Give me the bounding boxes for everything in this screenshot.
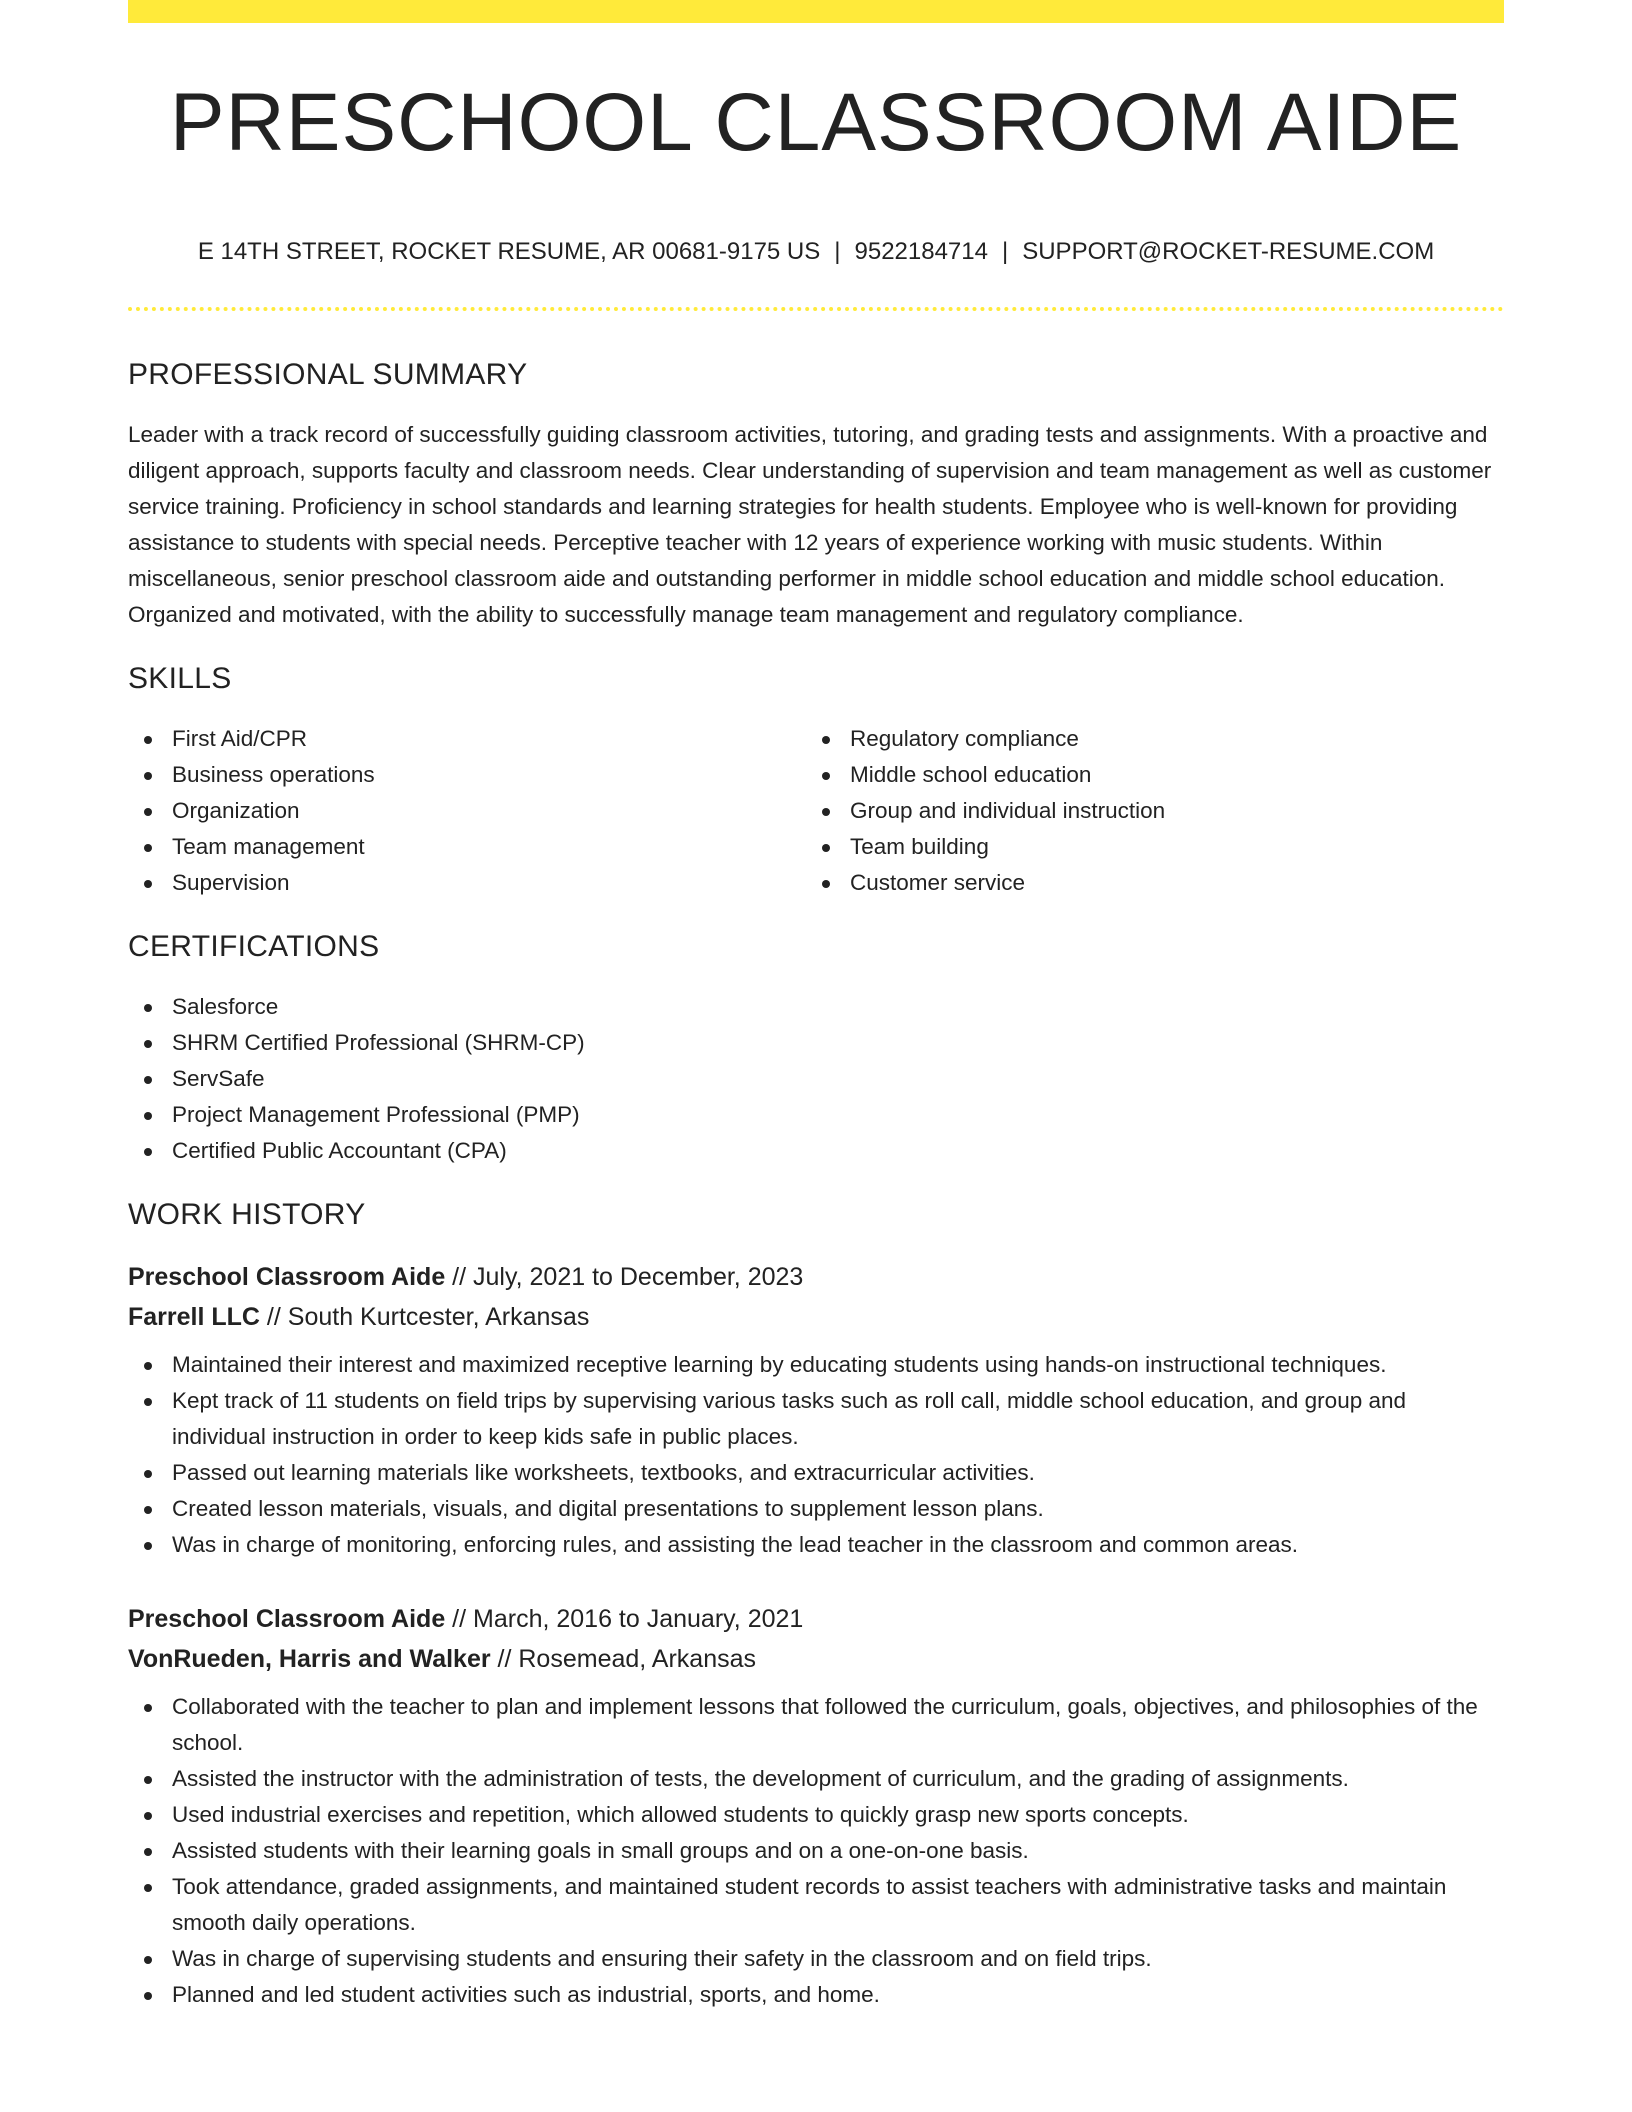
certifications-section [128, 927, 1504, 1169]
bullet-dot [144, 1040, 152, 1048]
skill-label: Group and individual instruction [850, 798, 1166, 823]
contact-email: SUPPORT@ROCKET-RESUME.COM [1022, 238, 1435, 265]
job-duty-text: Collaborated with the teacher to plan and implement lessons that followed the curriculum, goals, objectives, and philosophies of the school. [172, 1694, 1478, 1755]
resume-content [128, 355, 1504, 2049]
job-duty-item [128, 1941, 1504, 1977]
skill-label: First Aid/CPR [172, 726, 308, 751]
bullet-dot [144, 880, 152, 888]
job-duty-item [128, 1689, 1504, 1761]
job-duty-text: Maintained their interest and maximized receptive learning by educating students using hands-on instructional techniques. [172, 1352, 1387, 1377]
bullet-dot [822, 808, 830, 816]
skill-item [128, 793, 806, 829]
certification-label: Salesforce [172, 994, 279, 1019]
skill-label: Business operations [172, 762, 375, 787]
job-duties-list [128, 1689, 1504, 2013]
bullet-dot [144, 1704, 152, 1712]
job-duty-item [128, 1491, 1504, 1527]
skill-label: Supervision [172, 870, 290, 895]
work-history-title: WORK HISTORY [128, 1198, 366, 1231]
skill-item [806, 865, 1484, 901]
skills-list-left [128, 721, 806, 901]
job-duty-text: Used industrial exercises and repetition, which allowed students to quickly grasp new sports concepts. [172, 1802, 1189, 1827]
certification-item [128, 1025, 1504, 1061]
skills-title: SKILLS [128, 662, 232, 695]
resume-page [128, 0, 1504, 2112]
job-duty-text: Created lesson materials, visuals, and digital presentations to supplement lesson plans. [172, 1496, 1044, 1521]
summary-title: PROFESSIONAL SUMMARY [128, 358, 528, 391]
job-location: // Rosemead, Arkansas [490, 1645, 756, 1673]
bullet-dot [144, 1542, 152, 1550]
contact-phone: 9522184714 [854, 238, 988, 265]
bullet-dot [144, 1884, 152, 1892]
bullet-dot [144, 1956, 152, 1964]
bullet-dot [822, 844, 830, 852]
bullet-dot [144, 1362, 152, 1370]
job-dates: // March, 2016 to January, 2021 [445, 1605, 804, 1633]
bullet-dot [144, 1506, 152, 1514]
certification-label: SHRM Certified Professional (SHRM-CP) [172, 1030, 585, 1055]
bullet-dot [144, 1004, 152, 1012]
bullet-dot [144, 1112, 152, 1120]
job-duty-item [128, 1527, 1504, 1563]
job-company-line [128, 1639, 1504, 1679]
job-duty-text: Was in charge of supervising students and ensuring their safety in the classroom and on field trips. [172, 1946, 1152, 1971]
certifications-list [128, 989, 1504, 1169]
skill-item [128, 865, 806, 901]
skills-list-right [806, 721, 1484, 901]
certification-item [128, 1097, 1504, 1133]
job-location: // South Kurtcester, Arkansas [259, 1303, 590, 1331]
job-title-line [128, 1599, 1504, 1639]
summary-text: Leader with a track record of successfully guiding classroom activities, tutoring, and grading tests and assignments. With a proactive and diligent approach, supports faculty and classroom needs. Clear understanding of supervision and team management as well as customer service training. Proficiency in school standards and learning strategies for health students. Employee who is well-known for providing assistance to students with special needs. Perceptive teacher with 12 years of experience working with music students. Within miscellaneous, senior preschool classroom aide and outstanding performer in middle school education and middle school education. Organized and motivated, with the ability to successfully manage team management and regulatory compliance. [128, 422, 1492, 627]
bullet-dot [144, 1076, 152, 1084]
skill-label: Regulatory compliance [850, 726, 1079, 751]
dotted-divider [128, 307, 1504, 311]
skill-item [806, 829, 1484, 865]
bullet-dot [144, 1148, 152, 1156]
skill-item [806, 757, 1484, 793]
skill-label: Organization [172, 798, 300, 823]
certification-item [128, 989, 1504, 1025]
resume-name: PRESCHOOL CLASSROOM AIDE [169, 77, 1463, 168]
certification-label: ServSafe [172, 1066, 265, 1091]
bullet-dot [144, 1398, 152, 1406]
contact-separator: | [834, 238, 841, 265]
job-entry [128, 1599, 1504, 2013]
contact-line [128, 238, 1504, 266]
certification-label: Certified Public Accountant (CPA) [172, 1138, 507, 1163]
job-duty-item [128, 1833, 1504, 1869]
skill-item [128, 721, 806, 757]
skill-item [128, 757, 806, 793]
job-dates: // July, 2021 to December, 2023 [445, 1263, 804, 1291]
job-duty-item [128, 1797, 1504, 1833]
skills-section [128, 659, 1504, 901]
job-duty-text: Passed out learning materials like worksheets, textbooks, and extracurricular activities. [172, 1460, 1035, 1485]
accent-bar [128, 0, 1504, 23]
summary-section [128, 355, 1504, 633]
bullet-dot [144, 1992, 152, 2000]
job-company: Farrell LLC [128, 1303, 260, 1331]
bullet-dot [144, 1812, 152, 1820]
bullet-dot [822, 736, 830, 744]
job-duty-item [128, 1761, 1504, 1797]
job-entry [128, 1257, 1504, 1563]
job-role: Preschool Classroom Aide [128, 1605, 446, 1633]
job-duty-text: Assisted the instructor with the administration of tests, the development of curriculum, and the grading of assignments. [172, 1766, 1349, 1791]
job-company-line [128, 1297, 1504, 1337]
certification-label: Project Management Professional (PMP) [172, 1102, 580, 1127]
bullet-dot [144, 772, 152, 780]
job-duty-item [128, 1347, 1504, 1383]
contact-address: E 14TH STREET, ROCKET RESUME, AR 00681-9175 US [197, 238, 821, 265]
job-duty-text: Assisted students with their learning goals in small groups and on a one-on-one basis. [172, 1838, 1029, 1863]
bullet-dot [144, 736, 152, 744]
bullet-dot [144, 1470, 152, 1478]
job-company: VonRueden, Harris and Walker [128, 1645, 491, 1673]
work-history-section [128, 1195, 1504, 2013]
bullet-dot [144, 1776, 152, 1784]
certifications-title: CERTIFICATIONS [128, 930, 380, 963]
bullet-dot [144, 808, 152, 816]
skill-item [128, 829, 806, 865]
bullet-dot [144, 844, 152, 852]
skill-label: Middle school education [850, 762, 1092, 787]
job-duty-item [128, 1383, 1504, 1455]
job-duty-item [128, 1869, 1504, 1941]
job-duty-text: Kept track of 11 students on field trips by supervising various tasks such as roll call, middle school education, and group and individual instruction in order to keep kids safe in public places. [172, 1388, 1407, 1449]
job-duty-item [128, 1977, 1504, 2013]
job-duties-list [128, 1347, 1504, 1563]
job-title-line [128, 1257, 1504, 1297]
skill-item [806, 721, 1484, 757]
certification-item [128, 1061, 1504, 1097]
skills-grid [128, 721, 1504, 901]
job-duty-text: Planned and led student activities such as industrial, sports, and home. [172, 1982, 880, 2007]
bullet-dot [822, 772, 830, 780]
job-duty-text: Was in charge of monitoring, enforcing rules, and assisting the lead teacher in the classroom and common areas. [172, 1532, 1298, 1557]
certification-item [128, 1133, 1504, 1169]
skill-label: Customer service [850, 870, 1026, 895]
skill-item [806, 793, 1484, 829]
bullet-dot [144, 1848, 152, 1856]
job-duty-text: Took attendance, graded assignments, and maintained student records to assist teachers with administrative tasks and maintain smooth daily operations. [172, 1874, 1447, 1935]
contact-separator: | [1001, 238, 1009, 265]
bullet-dot [822, 880, 830, 888]
skill-label: Team building [850, 834, 989, 859]
job-role: Preschool Classroom Aide [128, 1263, 446, 1291]
job-duty-item [128, 1455, 1504, 1491]
skill-label: Team management [172, 834, 365, 859]
